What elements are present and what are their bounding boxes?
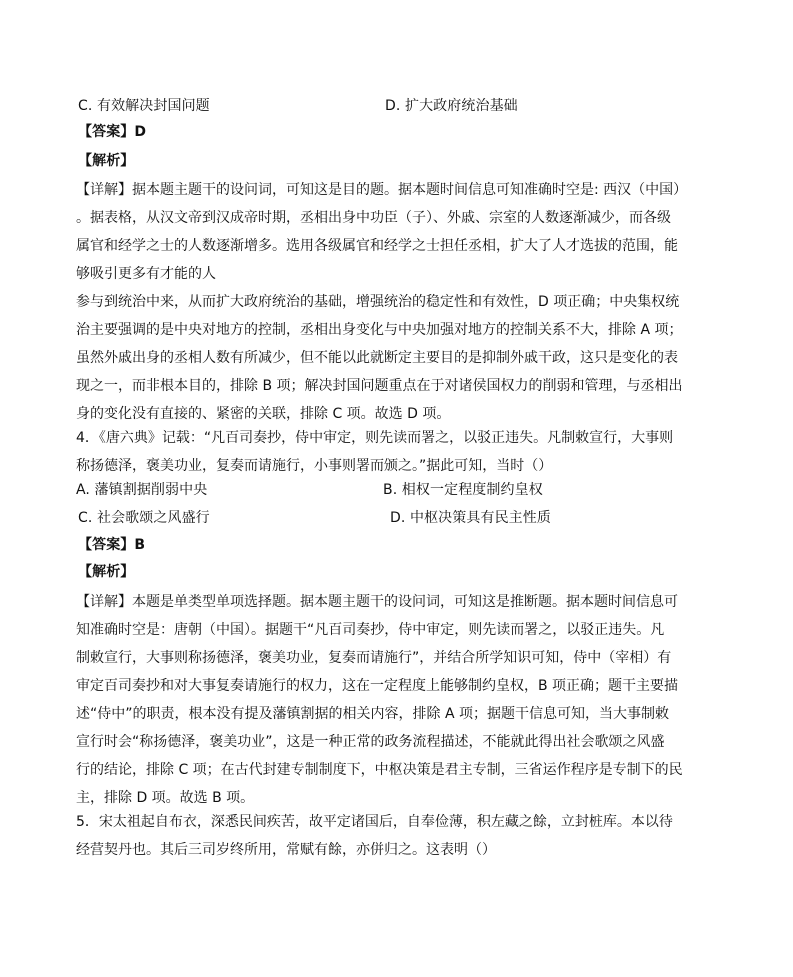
q3-detail-line: 参与到统治中来，从而扩大政府统治的基础，增强统治的稳定性和有效性，D 项正确；中央集权统 [76,294,680,310]
q4-detail-line: 述“侍中”的职责，根本没有提及藩镇割据的相关内容，排除 A 项；据题干信息可知，当大事制敕 [76,706,669,722]
q4-detail-line: 审定百司奏抄和对大事复奏请施行的权力，这在一定程度上能够制约皇权，B 项正确；题干主要描 [76,678,679,694]
q4-analysis-label: 【解析】 [78,564,135,580]
q3-option-d: D. 扩大政府统治基础 [385,98,518,114]
q3-detail-line: 属官和经学之士的人数逐渐增多。选用各级属官和经学之士担任丞相，扩大了人才选拔的范围，能 [76,238,678,254]
q4-option-b: B. 相权一定程度制约皇权 [383,482,543,498]
q4-stem [76,424,716,480]
q4-detail-line: 主，排除 D 项。故选 B 项。 [76,790,255,806]
q5-stem [76,808,716,864]
q4-option-a: A. 藩镇割据削弱中央 [76,482,208,498]
q3-detail [76,176,716,428]
q4-answer: 【答案】B [78,537,146,553]
q3-option-c: C. 有效解决封国问题 [78,98,210,114]
q4-detail-line: 知准确时空是：唐朝（中国）。据题干“凡百司奏抄，侍中审定，则先读而署之，以驳正违失。凡 [76,622,665,638]
q4-detail-line: 【详解】本题是单类型单项选择题。据本题主题干的设问词，可知这是推断题。据本题时间信息可 [76,594,678,610]
q4-detail [76,588,716,812]
q3-answer: 【答案】D [78,124,147,140]
q5-stem-line: 5．宋太祖起自布衣，深悉民间疾苦，故平定诸国后，自奉俭薄，积左藏之餘，立封桩库。本以待 [76,814,673,830]
q3-detail-line: 身的变化没有直接的、紧密的关联，排除 C 项。故选 D 项。 [76,406,451,422]
q4-detail-line: 行的结论，排除 C 项；在古代封建专制制度下，中枢决策是君主专制，三省运作程序是专制下的民 [76,762,683,778]
q3-detail-line: 【详解】据本题主题干的设问词，可知这是目的题。据本题时间信息可知准确时空是: 西汉（中国） [76,182,688,198]
q3-detail-line: 。据表格，从汉文帝到汉成帝时期，丞相出身中功臣（子）、外戚、宗室的人数逐渐减少，而各级 [76,210,671,226]
q4-detail-line: 制敕宣行，大事则称扬德泽，褒美功业，复奏而请施行”，并结合所学知识可知，侍中（宰相）有 [76,650,672,666]
q3-detail-line: 虽然外戚出身的丞相人数有所减少，但不能以此就断定主要目的是抑制外戚干政，这只是变化的表 [76,350,678,366]
q3-analysis-label: 【解析】 [78,153,135,169]
q4-option-d: D. 中枢决策具有民主性质 [390,510,551,526]
q3-detail-line: 现之一，而非根本目的，排除 B 项；解决封国问题重点在于对诸侯国权力的削弱和管理，与丞相出 [76,378,683,394]
q4-option-c: C. 社会歌颂之风盛行 [78,510,210,526]
q4-stem-line: 称扬德泽，褒美功业，复奏而请施行，小事则署而颁之。”据此可知，当时（） [76,458,553,474]
q4-detail-line: 宣行时会“称扬德泽，褒美功业”，这是一种正常的政务流程描述，不能就此得出社会歌颂之风盛 [76,734,665,750]
q3-detail-line: 够吸引更多有才能的人 [76,266,216,282]
q5-stem-line: 经营契丹也。其后三司岁终所用，常赋有餘，亦併归之。这表明（） [76,842,496,858]
q4-stem-line: 4．《唐六典》记载：“凡百司奏抄，侍中审定，则先读而署之，以驳正违失。凡制敕宣行，大事则 [76,430,674,446]
q3-detail-line: 治主要强调的是中央对地方的控制，丞相出身变化与中央加强对地方的控制关系不大，排除 A 项； [76,322,683,338]
